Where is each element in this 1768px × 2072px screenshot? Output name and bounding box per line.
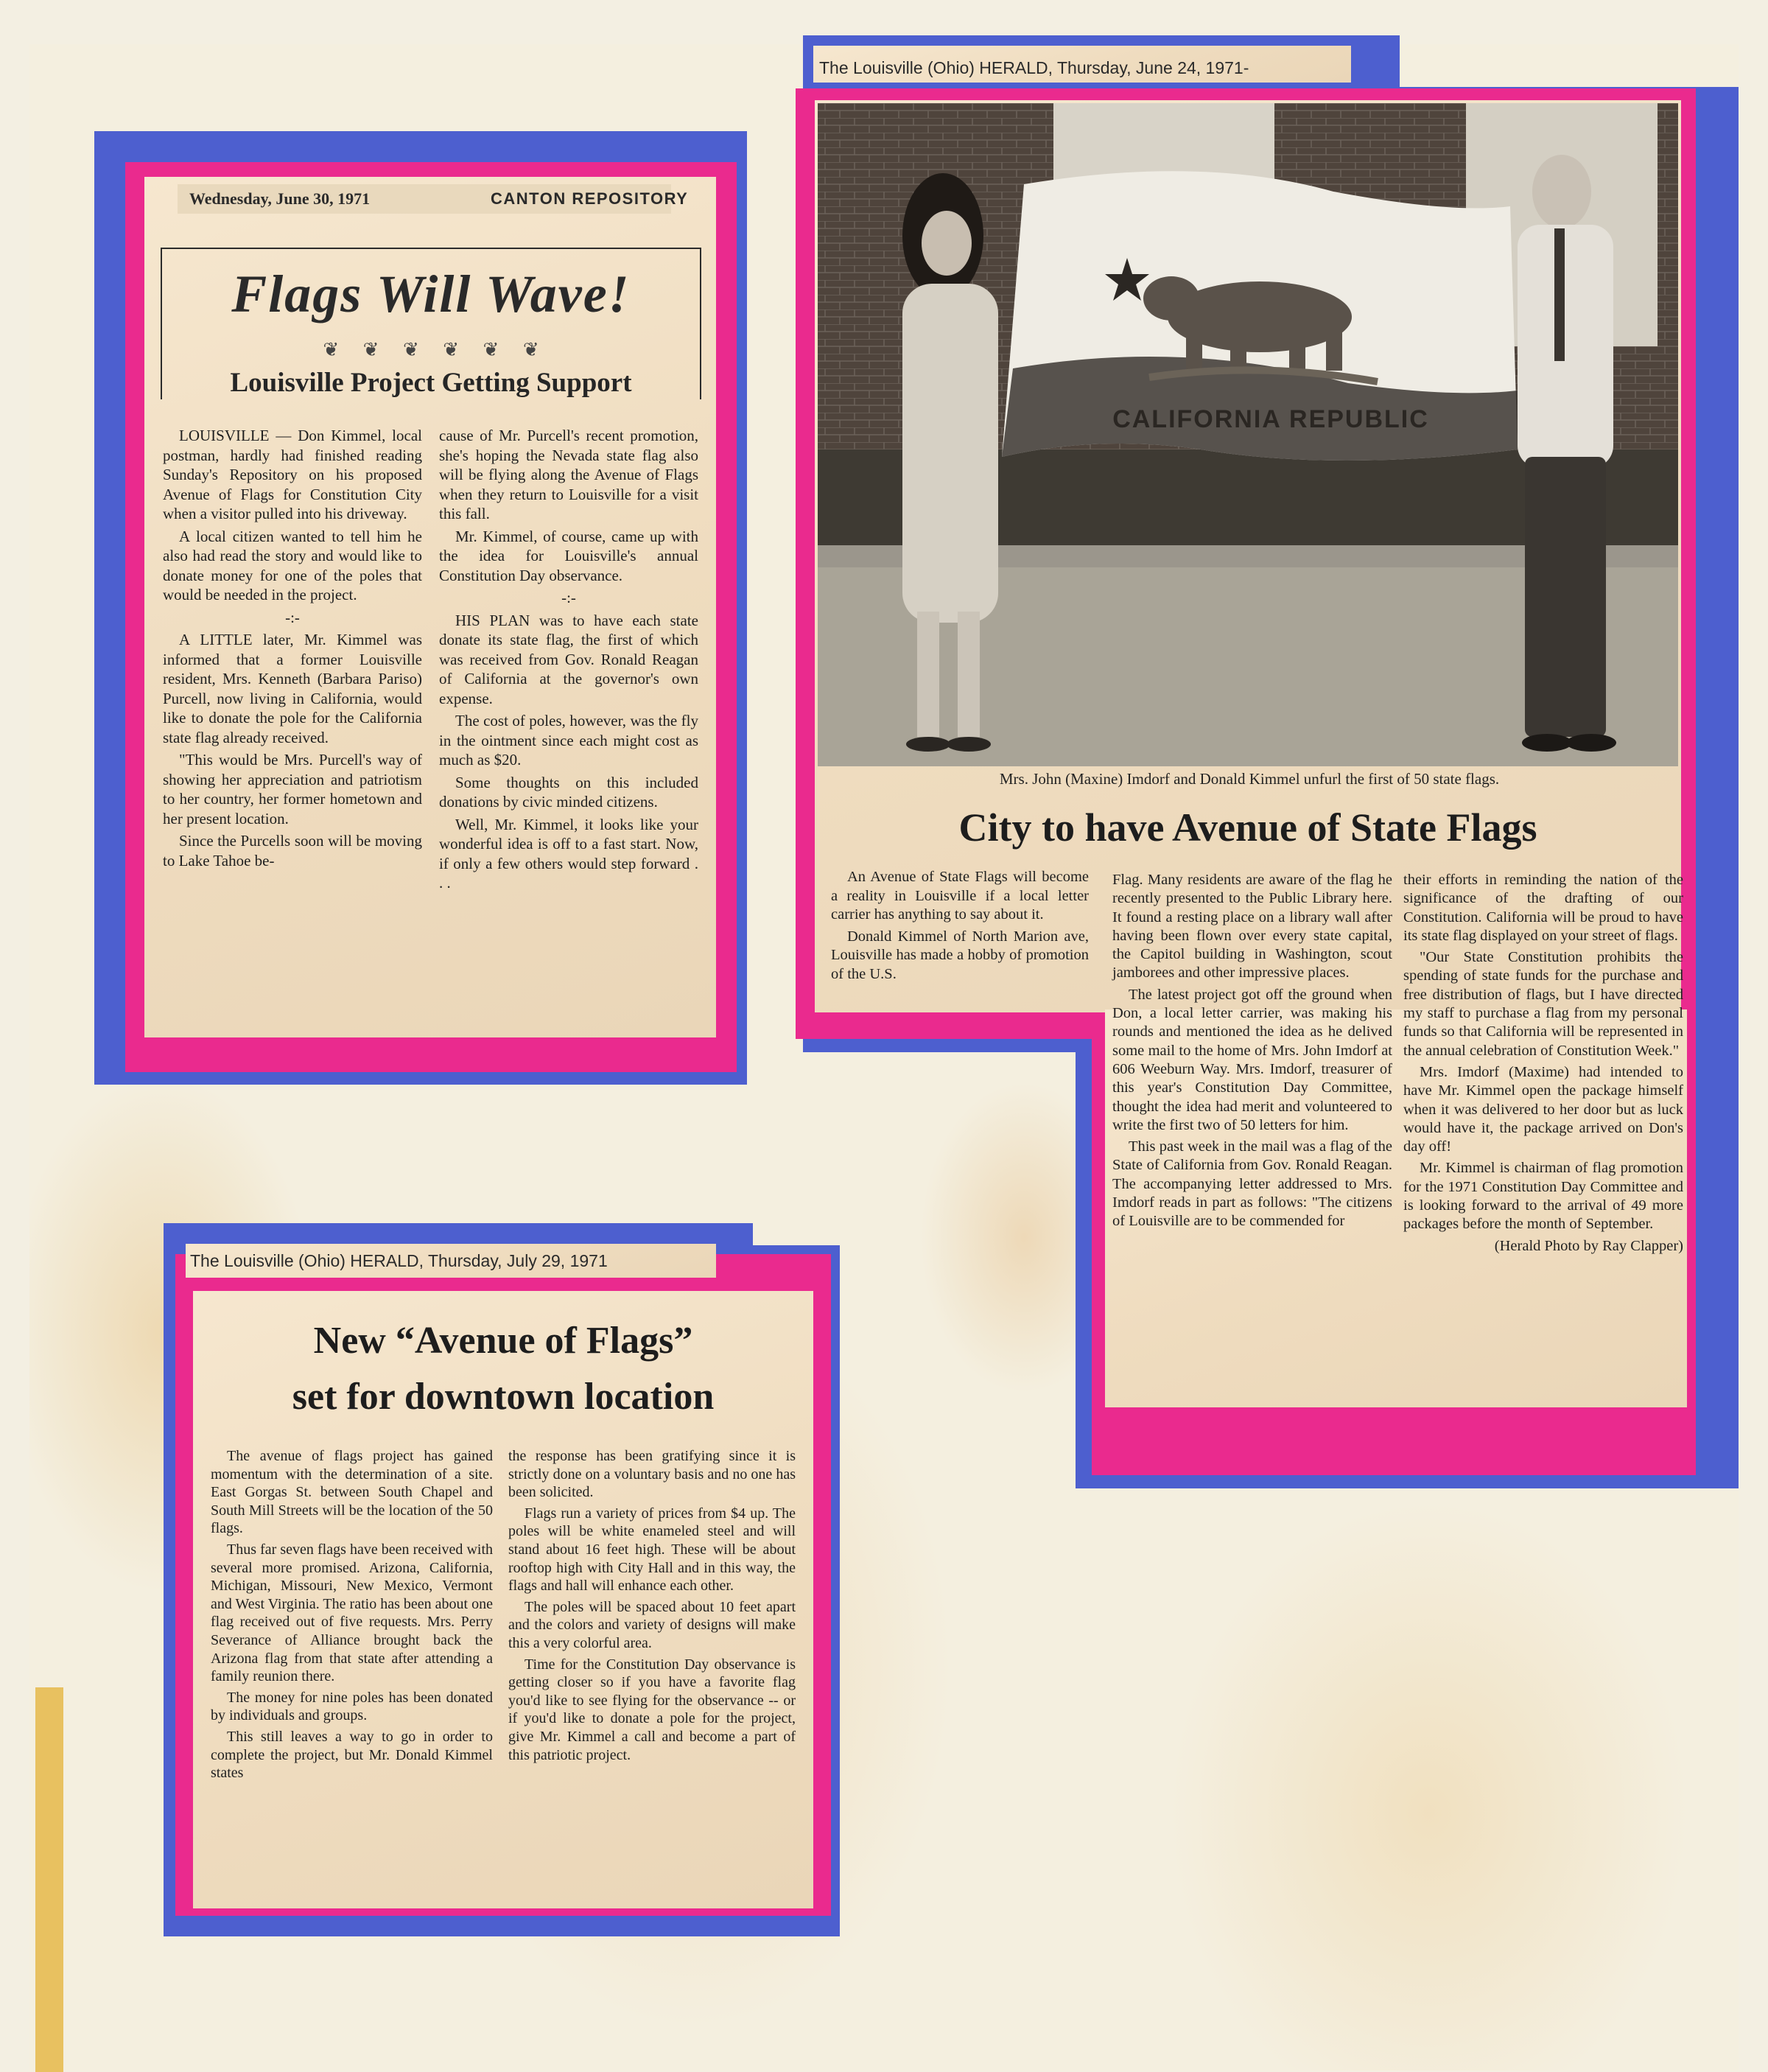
herald-june-photo-caption: Mrs. John (Maxine) Imdorf and Donald Kimmel unfurl the first of 50 state flags.	[999, 770, 1500, 788]
herald-july-paragraph: the response has been gratifying since it is strictly done on a voluntary basis and no one has been solicited.	[508, 1448, 796, 1501]
canton-paragraph: Some thoughts on this included donations by civic minded citizens.	[439, 773, 698, 811]
canton-paragraph: The cost of poles, however, was the fly in the ointment since each might cost as much as $20.	[439, 712, 698, 769]
herald-june-paragraph: Mr. Kimmel is chairman of flag promotion for the 1971 Constitution Day Committee and is looking forward to the arrival of 49 more packages before the month of September.	[1403, 1160, 1683, 1233]
herald-july-clipping	[193, 1291, 813, 1908]
herald-june-paragraph: Mrs. Imdorf (Maxime) had intended to have Mr. Kimmel open the package himself when it was delivered to her door but as luck would have it, the package arrived on Don's day off!	[1403, 1063, 1683, 1155]
canton-paper-name: CANTON REPOSITORY	[491, 189, 689, 208]
herald-july-paragraph: Time for the Constitution Day observance is getting closer so if you have a favorite flag you'd like to see flying for the observance -- or if you'd like to donate a pole for the project, give Mr. Kimmel a call and become a part of this patriotic project.	[508, 1656, 796, 1763]
herald-june-paragraph: The latest project got off the ground when Don, a local letter carrier, was making his rounds and mentioned the idea as he delived some mail to the home of Mrs. John Imdorf at 606 Weeburn Way. Mrs. Imdorf, treasurer of this year's Constitution Day Committee, thought the idea had merit and volunteered to write the first two of 50 letters for him.	[1112, 986, 1392, 1133]
herald-july-paragraph: The avenue of flags project has gained momentum with the determination of a site. East Gorgas St. between South Chapel and South Mill Streets will be the location of the 50 flags.	[211, 1448, 493, 1537]
canton-headline-box	[161, 248, 701, 399]
herald-june-paragraph: Donald Kimmel of North Marion ave, Louisville has made a hobby of promotion of the U.S.	[831, 928, 1089, 982]
herald-july-paragraph: Flags run a variety of prices from $4 up. The poles will be white enameled steel and will stand about 16 feet high. These will be about rooftop high with City Hall and in this way, the flags and hall will enhance each other.	[508, 1505, 796, 1595]
herald-july-paragraph: This still leaves a way to go in order to complete the project, but Mr. Donald Kimmel states	[211, 1728, 493, 1782]
herald-july-column-1	[211, 1447, 493, 1785]
herald-july-headline-line-2: set for downtown location	[292, 1376, 715, 1418]
canton-ornament-row: ❦ ❦ ❦ ❦ ❦ ❦	[323, 339, 539, 360]
photo-scene	[818, 103, 1678, 766]
herald-june-headline: City to have Avenue of State Flags	[958, 805, 1537, 850]
herald-july-paragraph: The poles will be spaced about 10 feet apart and the colors and variety of designs will make this a very colorful area.	[508, 1598, 796, 1651]
california-flag	[1002, 171, 1518, 461]
herald-july-paragraph: Thus far seven flags have been received with several more promised. Arizona, California, Michigan, Missouri, New Mexico, Vermont and West Virginia. The ratio has been about one flag received out of five requests. Mrs. Perry Severance of Alliance brought back the Arizona flag from that state after attending a family reunion there.	[211, 1541, 493, 1685]
canton-headline: Flags Will Wave!	[231, 265, 631, 323]
herald-june-dateline: The Louisville (Ohio) HERALD, Thursday, June 24, 1971-	[819, 58, 1249, 77]
canton-date: Wednesday, June 30, 1971	[189, 189, 371, 208]
herald-june-column-2	[1112, 871, 1392, 1234]
herald-june-column-3	[1403, 871, 1683, 1256]
flag-caption-text: CALIFORNIA REPUBLIC	[1112, 405, 1429, 433]
canton-separator: -:-	[285, 608, 300, 626]
herald-june-paragraph: Flag. Many residents are aware of the flag he recently presented to the Public Library here. It found a resting place on a library wall after having been flown over every state capital, the Capitol building in Washington, scout jamborees and other impressive places.	[1112, 872, 1392, 981]
canton-paragraph: cause of Mr. Purcell's recent promotion, she's hoping the Nevada state flag also will be flying along the Avenue of Flags when they return to Louisville for a visit this fall.	[439, 427, 698, 522]
canton-paragraph: A LITTLE later, Mr. Kimmel was informed that a former Louisville resident, Mrs. Kenneth (Barbara Pariso) Purcell, now living in California, would like to donate the pole for the California state flag already received.	[163, 631, 422, 746]
herald-july-headline-line-1: New “Avenue of Flags”	[313, 1320, 693, 1362]
canton-separator: -:-	[561, 589, 576, 606]
herald-june-paragraph: "Our State Constitution prohibits the spending of state funds for the purchase and free distribution of flags, but I have directed my staff to purchase a flag from my personal funds so that California will be represented in the annual celebration of Constitution Week."	[1403, 949, 1683, 1059]
herald-july-dateline: The Louisville (Ohio) HERALD, Thursday, July 29, 1971	[190, 1251, 608, 1270]
canton-paragraph: LOUISVILLE — Don Kimmel, local postman, hardly had finished reading Sunday's Repository on his proposed Avenue of Flags for Constitution City when a visitor pulled into his driveway.	[163, 427, 422, 522]
canton-dateline	[178, 184, 689, 214]
canton-clipping	[144, 177, 716, 1037]
herald-june-paragraph: An Avenue of State Flags will become a reality in Louisville if a local letter carrier has anything to say about it.	[831, 869, 1089, 923]
canton-paragraph: HIS PLAN was to have each state donate its state flag, the first of which was received from Gov. Ronald Reagan of California at the governor's own expense.	[439, 611, 698, 707]
canton-paragraph: "This would be Mrs. Purcell's way of showing her appreciation and patriotism to her country, her former hometown and her present location.	[163, 751, 422, 827]
herald-june-paragraph: This past week in the mail was a flag of the State of California from Gov. Ronald Reagan. The accompanying letter addressed to Mrs. Imdorf reads in part as follows: "The citizens of Louisville are to be commended for	[1112, 1138, 1392, 1230]
herald-june-photo	[818, 103, 1678, 766]
herald-june-column-1	[831, 868, 1089, 987]
man-figure	[1518, 155, 1616, 752]
canton-paragraph: Well, Mr. Kimmel, it looks like your wonderful idea is off to a fast start. Now, if only a few others would step forward . . .	[439, 815, 698, 892]
herald-july-column-2	[508, 1447, 796, 1767]
herald-june-paragraph: their efforts in reminding the nation of the significance of the drafting of our Constitution. California will be proud to have its state flag displayed on your street of flags.	[1403, 872, 1683, 944]
canton-paragraph: Mr. Kimmel, of course, came up with the idea for Louisville's annual Constitution Day observance.	[439, 527, 698, 584]
canton-subhead: Louisville Project Getting Support	[230, 368, 632, 398]
canton-paragraph: A local citizen wanted to tell him he also had read the story and would like to donate money for one of the poles that would be needed in the project.	[163, 527, 422, 603]
canton-column-1	[163, 426, 422, 873]
canton-paragraph: Since the Purcells soon will be moving to Lake Tahoe be-	[163, 832, 422, 869]
binding-tape	[35, 1687, 63, 2072]
herald-july-paragraph: The money for nine poles has been donated by individuals and groups.	[211, 1689, 493, 1724]
canton-column-2	[439, 426, 698, 896]
herald-june-photo-credit: (Herald Photo by Ray Clapper)	[1494, 1237, 1683, 1254]
